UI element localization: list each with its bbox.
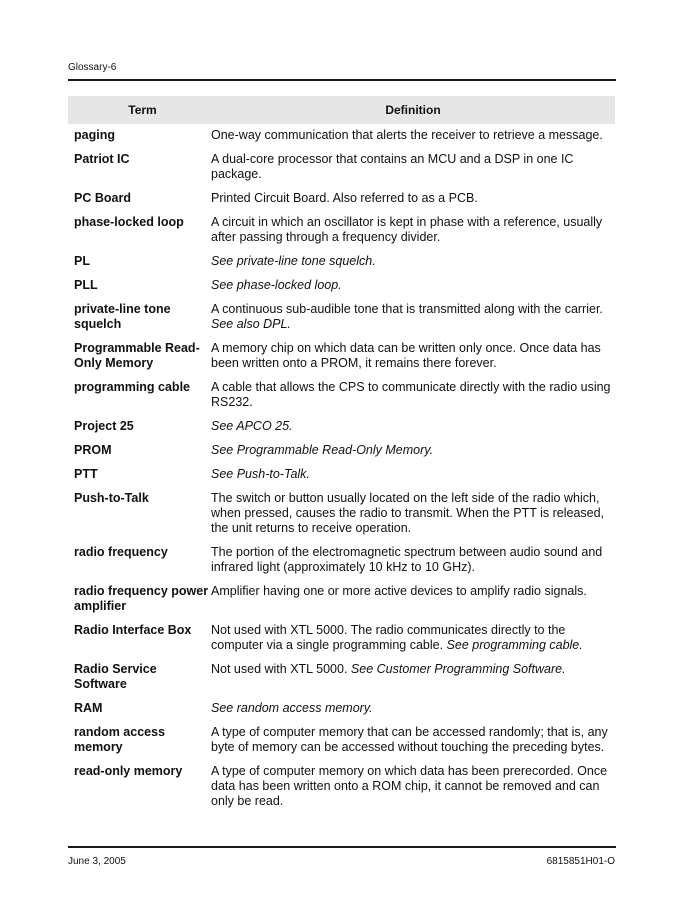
definition-text: A type of computer memory on which data has been prerecorded. Once data has been written onto a ROM chip, it cannot be removed and can only be read.: [211, 764, 608, 808]
glossary-definition: [211, 380, 615, 410]
definition-text: A continuous sub-audible tone that is transmitted along with the carrier.: [211, 302, 603, 316]
table-body: [68, 128, 615, 809]
glossary-definition: [211, 191, 615, 206]
glossary-term: paging: [74, 128, 115, 142]
table-row: [68, 341, 615, 371]
cross-reference: See phase-locked loop.: [211, 278, 342, 292]
definition-text: Amplifier having one or more active devices to amplify radio signals.: [211, 584, 587, 598]
cross-reference: See private-line tone squelch.: [211, 254, 376, 268]
definition-text: A dual-core processor that contains an MCU and a DSP in one IC package.: [211, 152, 574, 181]
glossary-term: PROM: [74, 443, 112, 457]
page-label: Glossary-6: [68, 62, 117, 73]
glossary-term: random access memory: [74, 725, 166, 754]
glossary-definition: [211, 278, 615, 293]
glossary-definition: [211, 128, 615, 143]
cross-reference: See random access memory.: [211, 701, 373, 715]
table-row: [68, 215, 615, 245]
glossary-term: phase-locked loop: [74, 215, 184, 229]
glossary-definition: [211, 764, 615, 809]
definition-text: A cable that allows the CPS to communicate directly with the radio using RS232.: [211, 380, 611, 409]
cross-reference: See Programmable Read-Only Memory.: [211, 443, 434, 457]
glossary-term: Project 25: [74, 419, 134, 433]
glossary-term: radio frequency: [74, 545, 168, 559]
table-row: [68, 491, 615, 536]
glossary-term: Patriot IC: [74, 152, 130, 166]
glossary-definition: [211, 545, 615, 575]
glossary-definition: [211, 701, 615, 716]
table-header: [68, 96, 615, 124]
glossary-term: PLL: [74, 278, 98, 292]
glossary-term: programming cable: [74, 380, 190, 394]
definition-column-header: Definition: [385, 103, 441, 117]
table-row: [68, 278, 615, 293]
table-row: [68, 725, 615, 755]
glossary-term: Radio Service Software: [74, 662, 157, 691]
table-row: [68, 467, 615, 482]
cross-reference: See also DPL.: [211, 317, 291, 331]
table-row: [68, 764, 615, 809]
glossary-definition: [211, 725, 615, 755]
glossary-definition: [211, 152, 615, 182]
glossary-definition: [211, 491, 615, 536]
table-row: [68, 419, 615, 434]
definition-text: Printed Circuit Board. Also referred to as a PCB.: [211, 191, 478, 205]
glossary-definition: [211, 254, 615, 269]
table-row: [68, 701, 615, 716]
glossary-term: PC Board: [74, 191, 131, 205]
glossary-definition: [211, 623, 615, 653]
cross-reference: See APCO 25.: [211, 419, 293, 433]
glossary-definition: [211, 419, 615, 434]
glossary-term: radio frequency power amplifier: [74, 584, 209, 613]
table-row: [68, 380, 615, 410]
table-row: [68, 443, 615, 458]
glossary-definition: [211, 302, 615, 332]
definition-text: One-way communication that alerts the receiver to retrieve a message.: [211, 128, 603, 142]
glossary-term: Radio Interface Box: [74, 623, 192, 637]
table-row: [68, 254, 615, 269]
glossary-table: [68, 96, 615, 818]
table-row: [68, 128, 615, 143]
table-row: [68, 302, 615, 332]
footer-rule: [68, 846, 616, 848]
header-rule: [68, 79, 616, 81]
definition-text: Not used with XTL 5000.: [211, 662, 348, 676]
glossary-term: private-line tone squelch: [74, 302, 171, 331]
glossary-definition: [211, 467, 615, 482]
definition-text: A memory chip on which data can be written only once. Once data has been written onto a PROM, it remains there forever.: [211, 341, 601, 370]
table-row: [68, 191, 615, 206]
glossary-term: RAM: [74, 701, 103, 715]
glossary-term: PL: [74, 254, 90, 268]
glossary-definition: [211, 584, 615, 614]
definition-text: Not used with XTL 5000. The radio communicates directly to the computer via a single programming cable.: [211, 623, 566, 652]
definition-text: A circuit in which an oscillator is kept in phase with a reference, usually after passing through a frequency divider.: [211, 215, 603, 244]
table-row: [68, 623, 615, 653]
table-row: [68, 662, 615, 692]
table-row: [68, 152, 615, 182]
term-column-header: Term: [128, 103, 157, 117]
glossary-definition: [211, 662, 615, 692]
table-row: [68, 584, 615, 614]
cross-reference: See Push-to-Talk.: [211, 467, 310, 481]
definition-text: A type of computer memory that can be accessed randomly; that is, any byte of memory can be accessed without touching the preceding bytes.: [211, 725, 608, 754]
glossary-definition: [211, 215, 615, 245]
footer-doc-number: 6815851H01-O: [546, 856, 615, 867]
glossary-term: PTT: [74, 467, 98, 481]
definition-text: The switch or button usually located on the left side of the radio which, when pressed, causes the radio to transmit. When the PTT is released, the unit returns to receive operation.: [211, 491, 605, 535]
glossary-term: Push-to-Talk: [74, 491, 149, 505]
glossary-term: read-only memory: [74, 764, 183, 778]
cross-reference: See programming cable.: [446, 638, 583, 652]
cross-reference: See Customer Programming Software.: [350, 662, 566, 676]
glossary-definition: [211, 341, 615, 371]
glossary-term: Programmable Read-Only Memory: [74, 341, 200, 370]
table-row: [68, 545, 615, 575]
definition-text: The portion of the electromagnetic spectrum between audio sound and infrared light (approximately 10 kHz to 10 GHz).: [211, 545, 603, 574]
footer-date: June 3, 2005: [68, 856, 126, 867]
glossary-definition: [211, 443, 615, 458]
